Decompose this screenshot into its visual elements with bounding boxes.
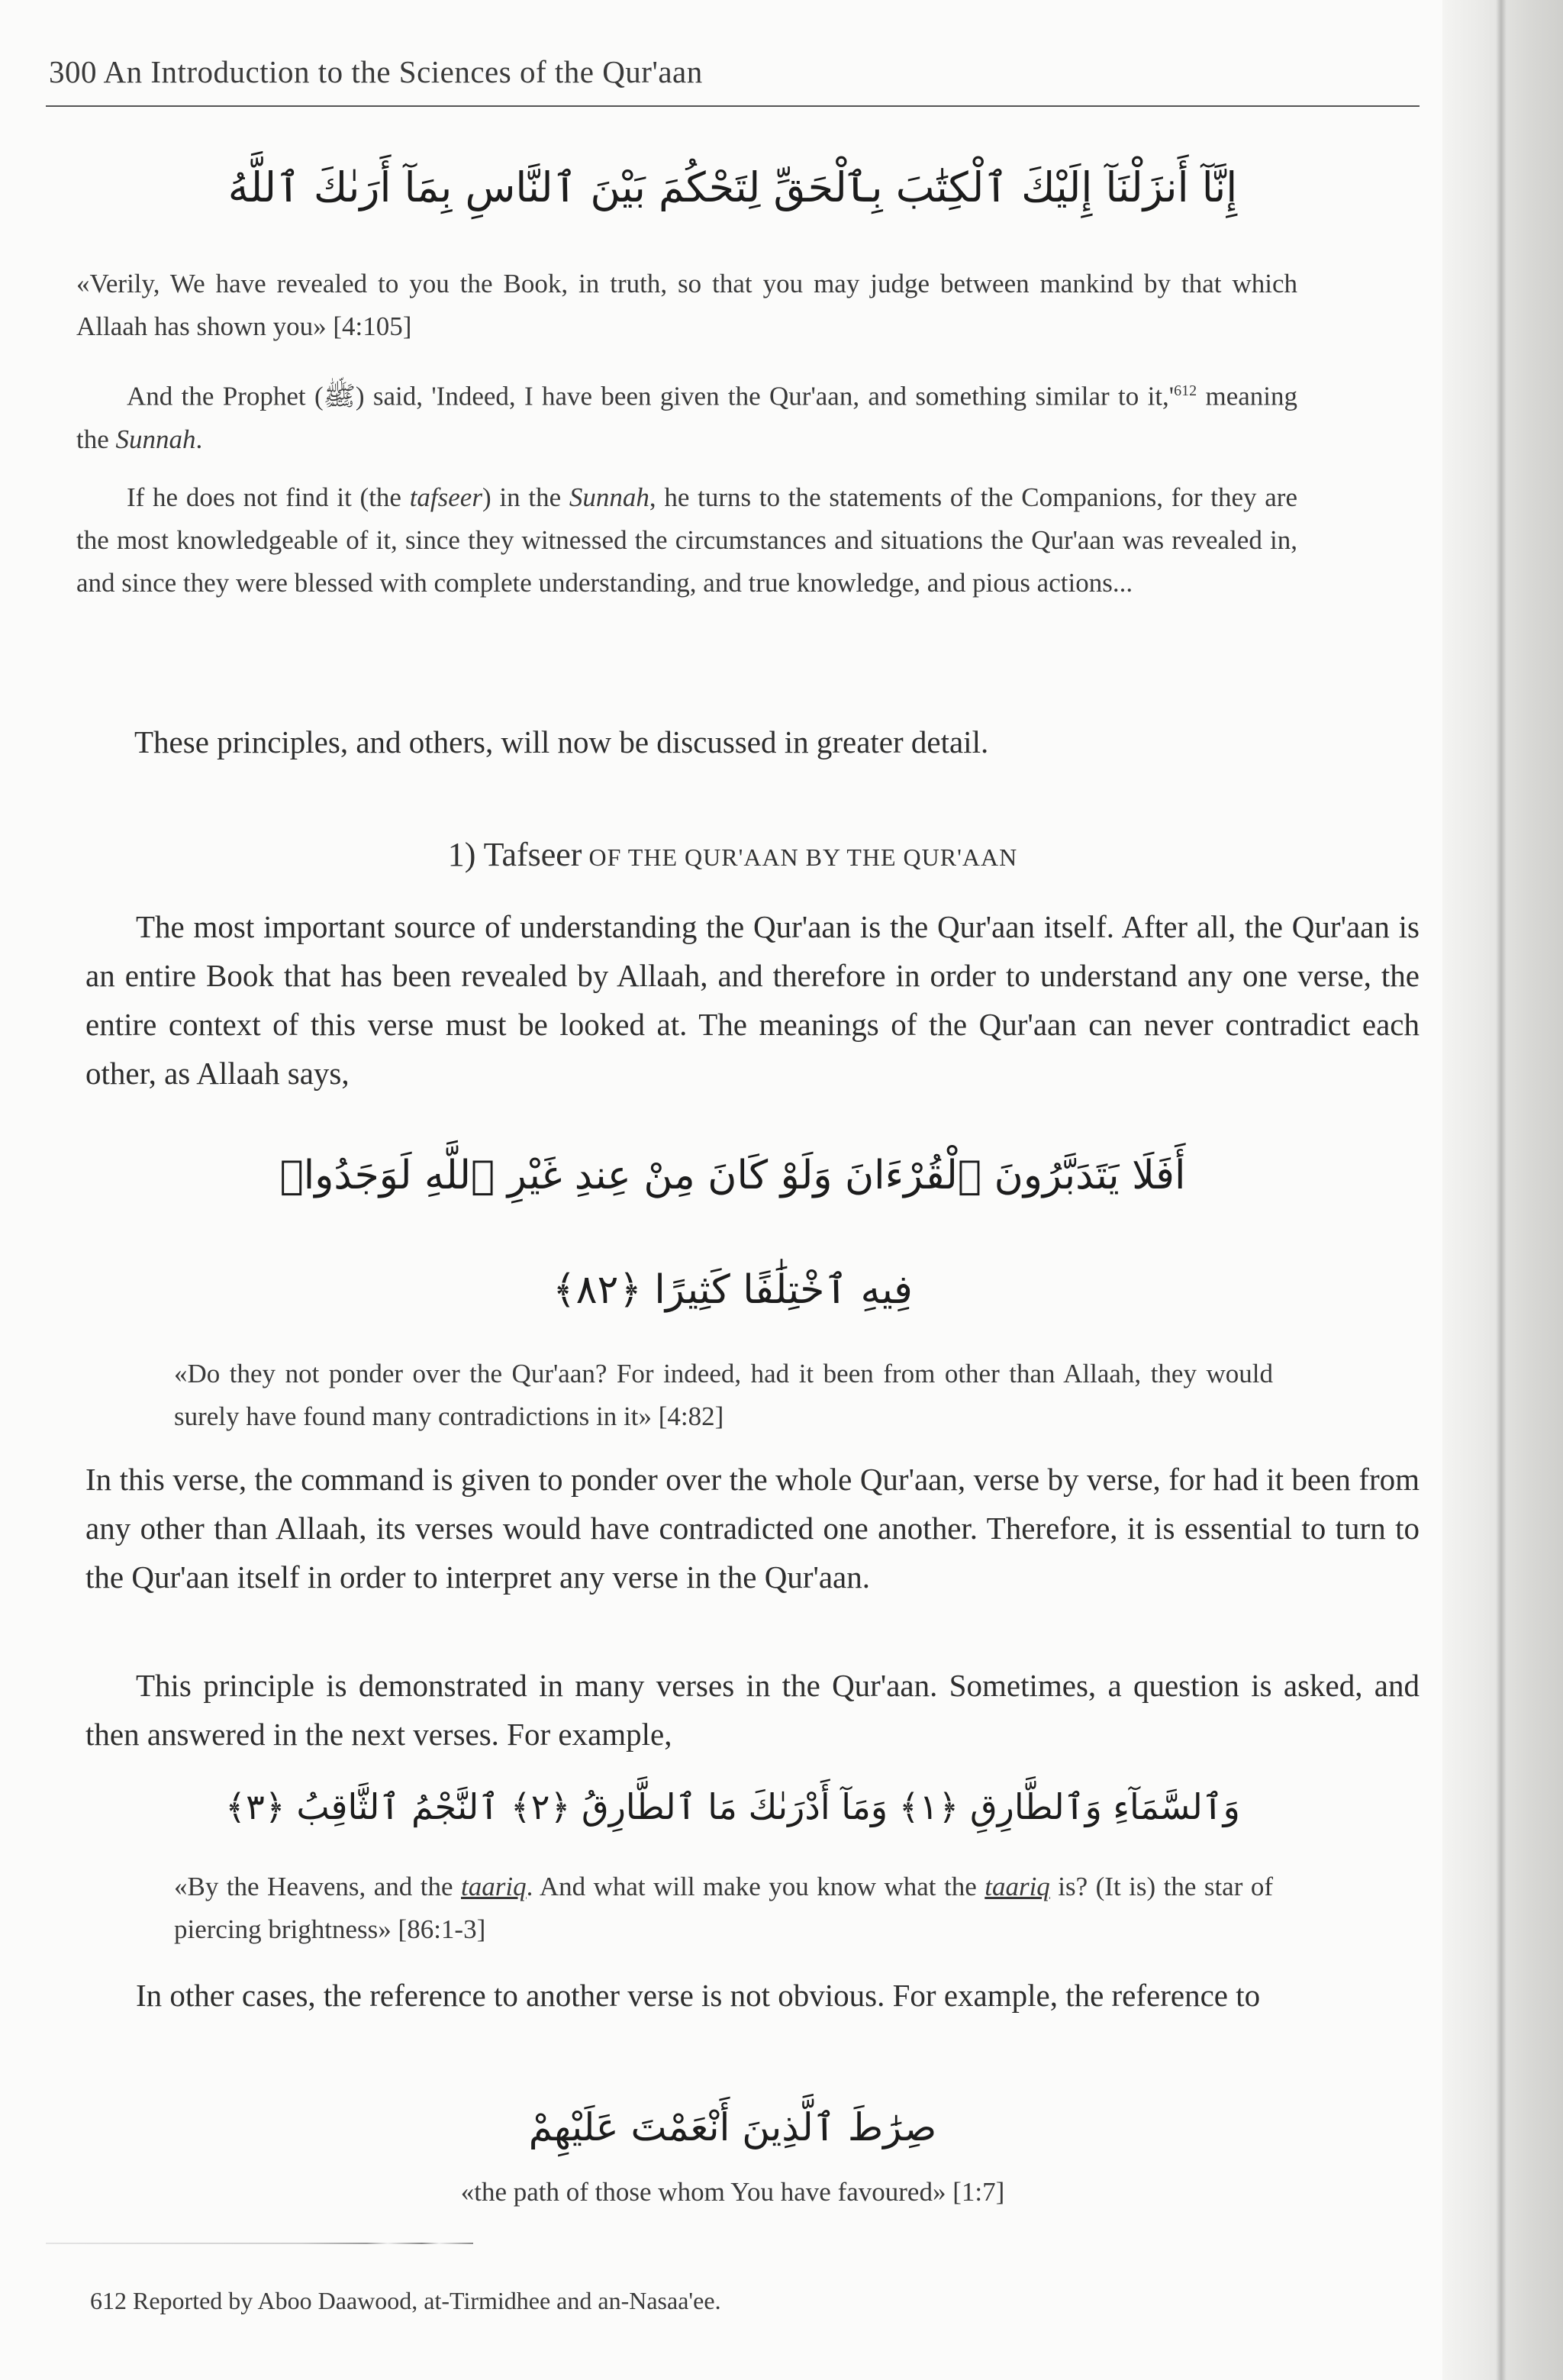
page-number: 300 (49, 54, 97, 89)
paragraph-reference: In other cases, the reference to another verse is not obvious. For example, the reference to (136, 1978, 1261, 2013)
section-title-word: Tafseer (483, 836, 582, 873)
taariq-term: taariq (461, 1872, 527, 1901)
translation-4-82: «Do they not ponder over the Qur'aan? For indeed, had it been from other than Allaah, they would surely have found many contradictions in it» [4:82] (174, 1359, 1273, 1431)
footnote-ref: 612 (1174, 382, 1197, 399)
tr86-text-c: is? (It is) the star of piercing brightness» [86:1-3] (174, 1872, 1273, 1944)
translation-86-1-3 (174, 1866, 1273, 1951)
arabic-verse-86-1-3: وَٱلسَّمَآءِ وَٱلطَّارِقِ ﴿١﴾ وَمَآ أَدْرَىٰكَ مَا ٱلطَّارِقُ ﴿٢﴾ ٱلنَّجْمُ ٱلثَّاقِبُ ﴿٣﴾ (225, 1786, 1240, 1827)
footnote: 612 Reported by Aboo Daawood, at-Tirmidhee and an-Nasaa'ee. (90, 2287, 721, 2314)
meaning-text: meaning the (76, 381, 1297, 454)
section-title-smallcaps: OF THE QUR'AAN BY THE QUR'AAN (582, 843, 1018, 871)
arabic-verse-4-82-line1: أَفَلَا يَتَدَبَّرُونَ ٱلْقُرْءَانَ وَلَوْ كَانَ مِنْ عِندِ غَيْرِ ٱللَّهِ لَوَجَدُوا۟ (279, 1153, 1186, 1198)
running-head (49, 53, 1420, 90)
binding-crease (1496, 0, 1507, 2380)
section-heading (46, 835, 1420, 874)
book-gutter-shadow (1442, 0, 1563, 2380)
book-title: An Introduction to the Sciences of the Qur'aan (103, 54, 703, 89)
companions-paragraph (76, 476, 1297, 605)
taariq-term-2: taariq (985, 1872, 1050, 1901)
tafseer-term: tafseer (409, 482, 482, 512)
paragraph-question: This principle is demonstrated in many verses in the Qur'aan. Sometimes, a question is asked, and then answered in the next verses. For example, (85, 1668, 1420, 1752)
arabic-verse-1-7: صِرَٰطَ ٱلَّذِينَ أَنْعَمْتَ عَلَيْهِمْ (528, 2105, 937, 2149)
companions-text-c: , he turns to the statements of the Companions, for they are the most knowledgeable of it, since they witnessed the circumstances and situations the Qur'aan was revealed in, and since they were blessed with complete understanding, and true knowledge, and pious actions... (76, 482, 1298, 598)
companions-text-a: If he does not find it (the (127, 482, 410, 512)
companions-text-b: ) in the (482, 482, 569, 512)
footnote-rule (46, 2243, 473, 2244)
paragraph-context: The most important source of understanding the Qur'aan is the Qur'aan itself. After all, the Qur'aan is an entire Book that has been revealed by Allaah, and therefore in order to understand any one verse, the entire context of this verse must be looked at. The meanings of the Qur'aan can never contradict each other, as Allaah says, (85, 909, 1420, 1091)
tr86-text-b: . And what will make you know what the (526, 1872, 985, 1901)
sunnah-term-2: Sunnah (569, 482, 649, 512)
tr86-text-a: «By the Heavens, and the (174, 1872, 461, 1901)
translation-4-105: «Verily, We have revealed to you the Book, in truth, so that you may judge between mankind by that which Allaah has shown you» [4:105] (76, 269, 1297, 341)
paragraph-ponder: In this verse, the command is given to ponder over the whole Qur'aan, verse by verse, for had it been from any other than Allaah, its verses would have contradicted one another. Therefore, it is essential to turn to the Qur'aan itself in order to interpret any verse in the Qur'aan. (85, 1462, 1420, 1595)
period: . (195, 424, 203, 454)
header-rule (46, 105, 1420, 107)
prophet-saying-text: And the Prophet (ﷺ) said, 'Indeed, I have been given the Qur'aan, and something similar to it,' (127, 381, 1175, 411)
arabic-verse-4-105: إِنَّآ أَنزَلْنَآ إِلَيْكَ ٱلْكِتَٰبَ بِٱلْحَقِّ لِتَحْكُمَ بَيْنَ ٱلنَّاسِ بِمَآ أَرَىٰكَ ٱللَّهُ (227, 163, 1238, 211)
section-number: 1) (447, 836, 484, 873)
translation-1-7: «the path of those whom You have favoured» [1:7] (460, 2177, 1005, 2207)
arabic-verse-4-82-line2: فِيهِ ٱخْتِلَٰفًا كَثِيرًا ﴿٨٢﴾ (553, 1267, 913, 1313)
principles-sentence: These principles, and others, will now be discussed in greater detail. (134, 724, 989, 759)
sunnah-term: Sunnah (115, 424, 196, 454)
prophet-saying-paragraph (76, 369, 1297, 461)
